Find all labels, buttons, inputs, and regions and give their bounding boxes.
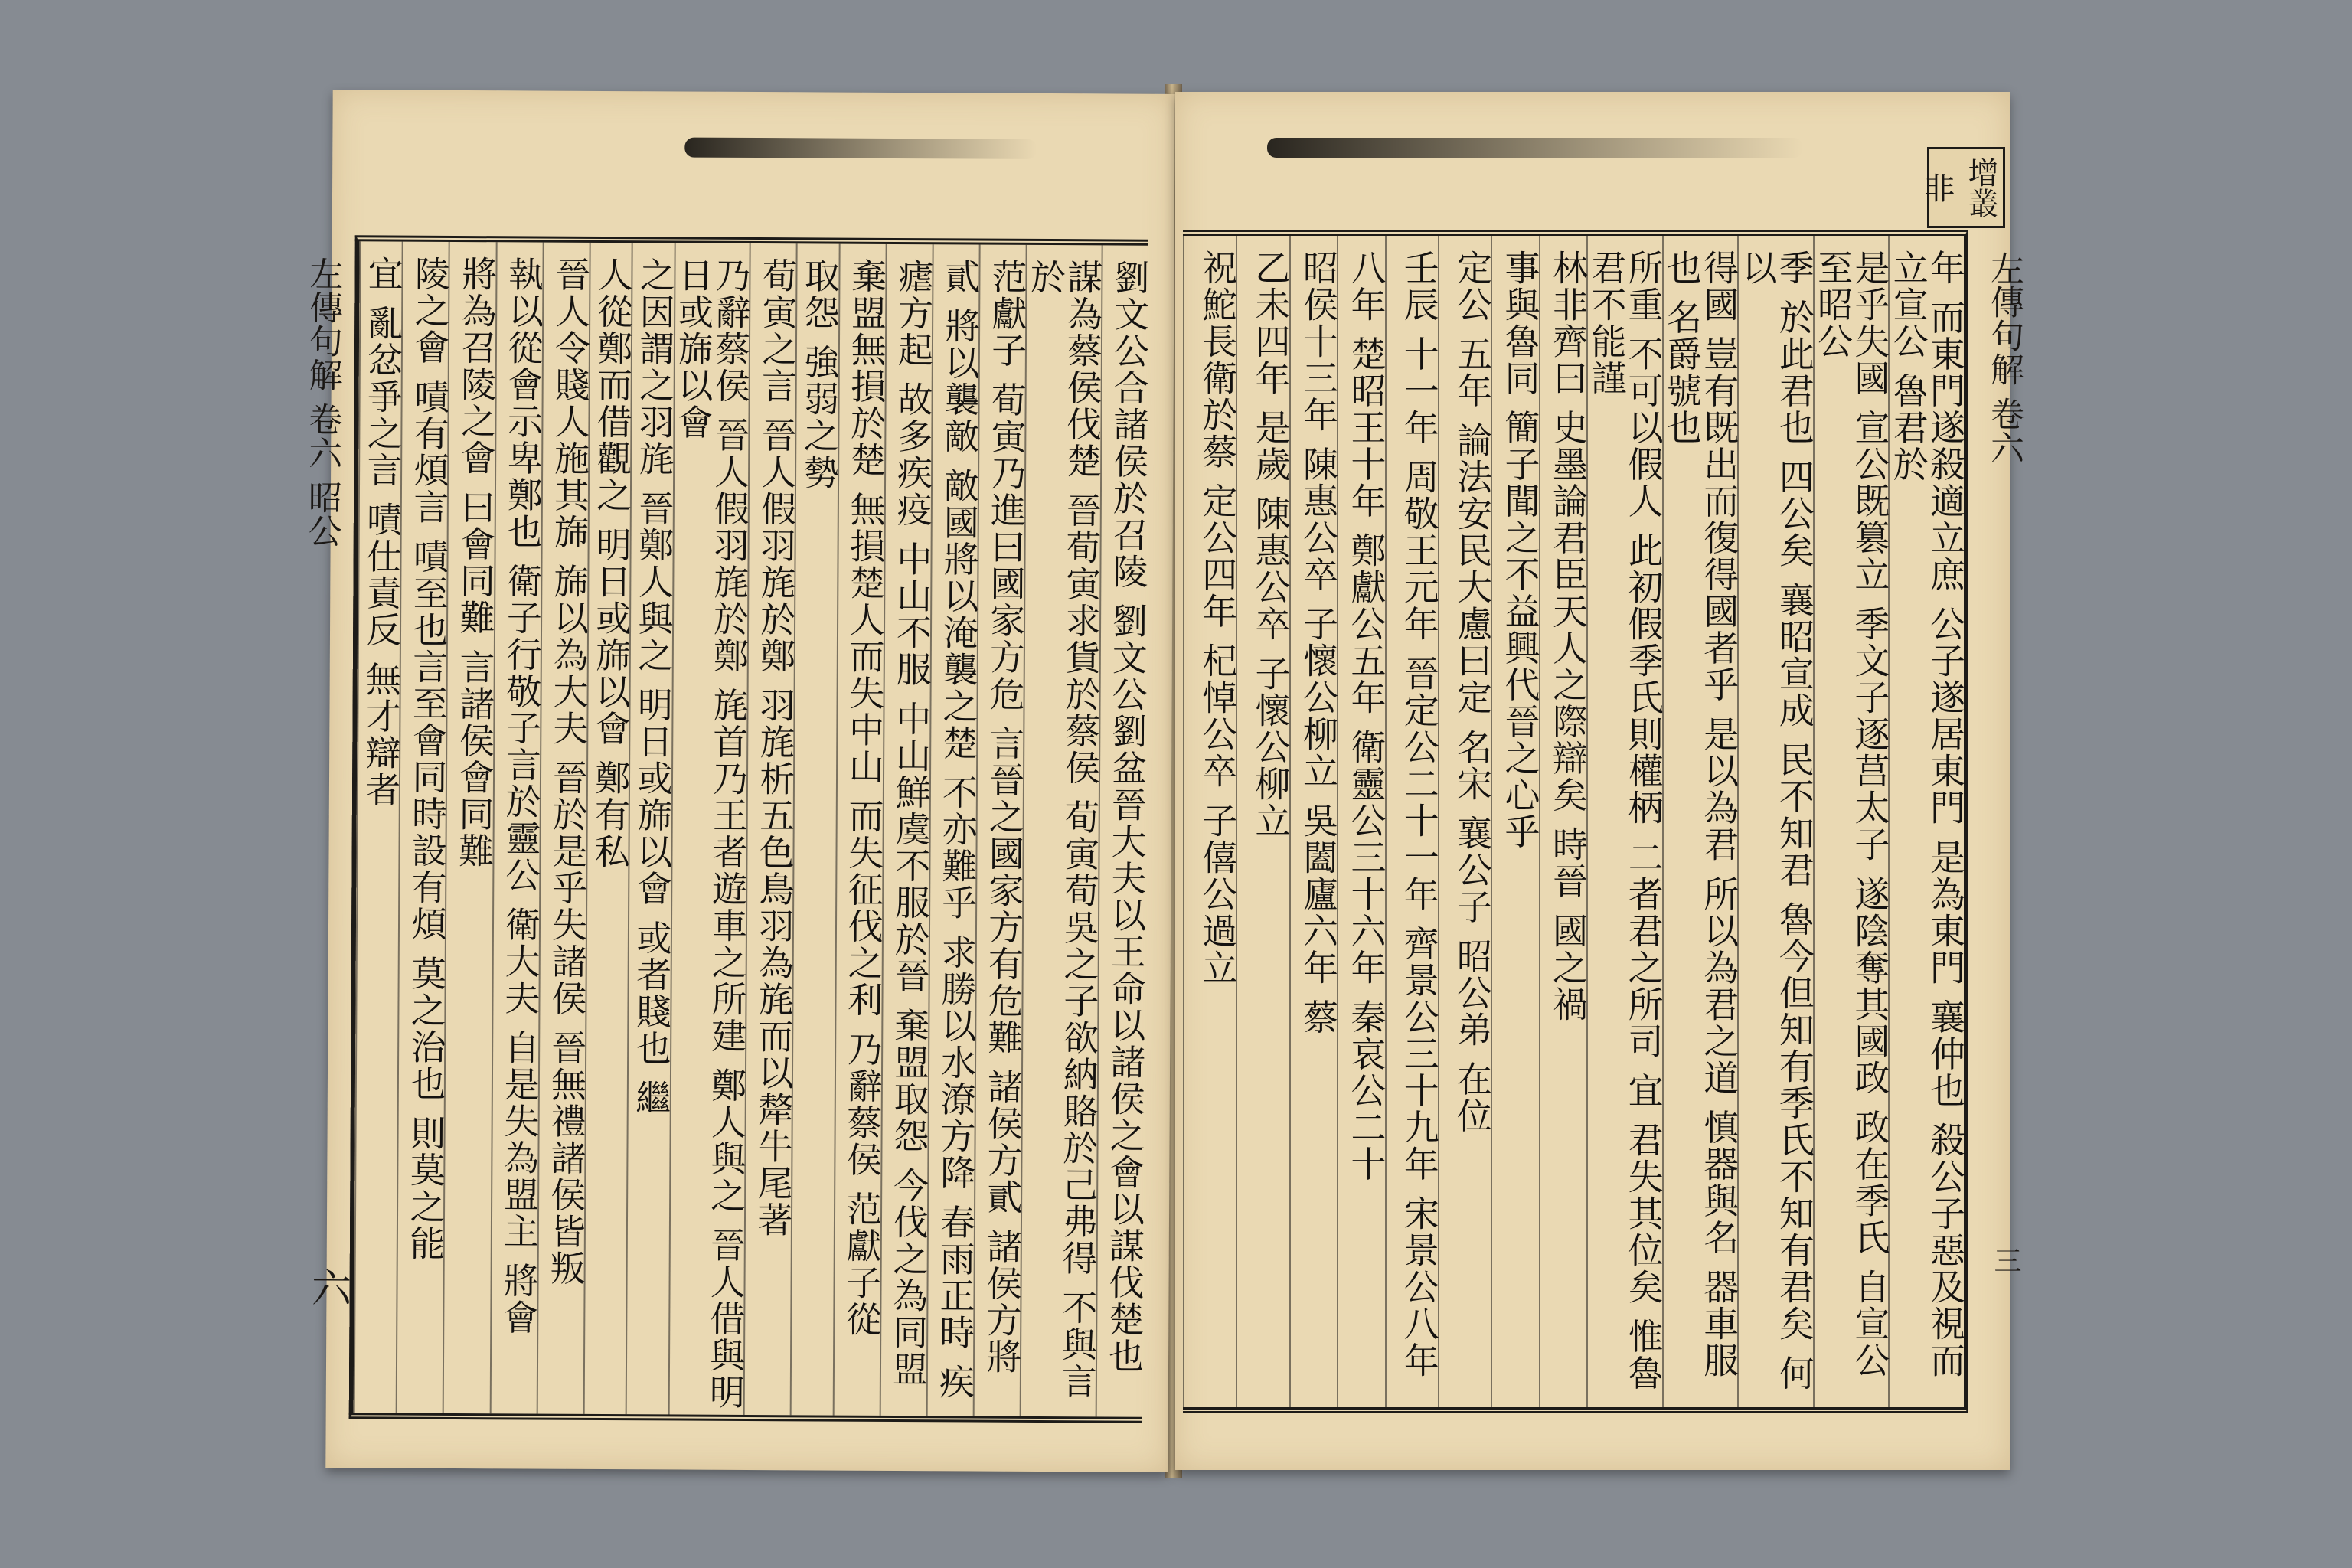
text-column: 劉文公合諸侯於召陵 劉文公劉盆晉大夫以王命以諸侯之會以謀伐楚也 <box>1095 245 1148 1416</box>
text-column: 事與魯同 簡子聞之不益興代晉之心乎 <box>1491 236 1539 1407</box>
text-column: 陵之會 嘖有煩言 嘖至也言至會同時設有煩 莫之治也 則莫之能 <box>396 242 449 1413</box>
text-column: 祝鮀長衛於蔡 定公四年 杞悼公卒 子僖公過立 <box>1183 236 1236 1407</box>
text-column: 乃辭蔡侯 晉人假羽旄於鄭 旄首乃王者遊車之所建 鄭人與之 晉人借與明日或旆以會 <box>668 243 750 1414</box>
left-leaf-number: 六 <box>304 1266 351 1308</box>
text-column: 執以從會示卑鄭也 衛子行敬子言於靈公 衛大夫 自是失為盟主 將會 <box>489 242 542 1413</box>
text-column: 棄盟無損於楚 無損楚人而失中山 而失征伐之利 乃辭蔡侯 范獻子從 <box>832 244 885 1416</box>
ink-smudge <box>684 138 1037 159</box>
text-column: 荀寅之言 晉人假羽旄於鄭 羽旄析五色鳥羽為旄而以犛牛尾著 <box>743 243 796 1415</box>
text-column: 瘧方起 故多疾疫 中山不服 中山鮮虞不服於晉 棄盟取怨 今伐之為同盟 <box>879 244 932 1416</box>
left-text-frame <box>302 235 1151 1423</box>
right-text-frame <box>1183 230 2024 1413</box>
left-margin-title: 左傳句解 卷六 昭公 <box>302 256 343 548</box>
text-column: 取怨 強弱之勢 <box>790 243 838 1415</box>
text-column: 林非齊曰 史墨論君臣天人之際辯矣 時晉 國之禍 <box>1539 236 1587 1407</box>
text-column: 宜 亂忿爭之言 嘖仕責反 無才辯者 <box>354 241 402 1413</box>
text-column: 范獻子 荀寅乃進曰國家方危 言晉之國家方有危難 諸侯方貳 諸侯方將 <box>973 245 1026 1416</box>
text-column: 乙未四年 是歲 陳惠公卒 子懷公柳立 <box>1236 236 1289 1407</box>
text-column: 得國 豈有既出而復得國者乎 是以為君 所以為君之道 慎器與名 器車服也 名爵號也 <box>1662 236 1738 1407</box>
right-page <box>1175 92 2024 1470</box>
text-column: 人從鄭而借觀之 明日或旆以會 鄭有私 <box>583 243 632 1414</box>
text-column: 年 而東門遂殺適立庶 公子遂居東門 是為東門 襄仲也 殺公子惡及視而立宣公 魯君於 <box>1888 236 1964 1407</box>
right-margin-title: 左傳句解 卷六 <box>1984 251 2024 464</box>
right-leaf-number: 三 <box>1990 1246 2021 1274</box>
text-column: 是乎失國 宣公既篡立 季文子逐莒太子 遂陰奪其國政 政在季氏 自宣公至昭公 <box>1813 236 1889 1407</box>
text-column: 季 於此君也 四公矣 襄昭宣成 民不知君 魯今但知有季氏不知有君矣 何以 <box>1737 236 1813 1407</box>
text-column: 定公 五年 論法安民大慮曰定 名宋 襄公子 昭公弟 在位 <box>1438 236 1491 1407</box>
text-column: 謀為蔡侯伐楚 晉荀寅求貨於蔡侯 荀寅荀吳之子欲納賂於己弗得 不與言於 <box>1020 245 1102 1416</box>
text-column: 晉人令賤人施其旆 旆以為大夫 晉於是乎失諸侯 晉無禮諸侯皆叛 <box>536 243 589 1414</box>
page-tab-label: 增叢非 <box>1927 147 2005 228</box>
left-page <box>302 90 1174 1472</box>
text-column: 昭侯十三年 陳惠公卒 子懷公柳立 吳闔廬六年 蔡 <box>1289 236 1338 1407</box>
text-column: 所重 不可以假人 此初假季氏則權柄 二者君之所司 宜 君失其位矣 惟魯君不能謹 <box>1586 236 1662 1407</box>
text-column: 貳 將以襲敵 敵國將以淹襲之楚 不亦難乎 求勝以水潦方降 春雨正時 疾 <box>926 244 979 1416</box>
ink-smudge <box>1267 138 1803 158</box>
text-column: 之因謂之羽旄 晉鄭人與之 明日或旆以會 或者賤也 繼 <box>626 243 674 1414</box>
text-column: 壬辰 十一年 周敬王元年 晉定公二十一年 齊景公三十九年 宋景公八年 <box>1385 236 1438 1407</box>
text-column: 八年 楚昭王十年 鄭獻公五年 衛靈公三十六年 秦哀公二十 <box>1337 236 1385 1407</box>
right-columns <box>1183 236 1964 1407</box>
text-column: 將為召陵之會 曰會同難 言諸侯會同難 <box>443 242 495 1413</box>
left-columns <box>354 241 1151 1416</box>
